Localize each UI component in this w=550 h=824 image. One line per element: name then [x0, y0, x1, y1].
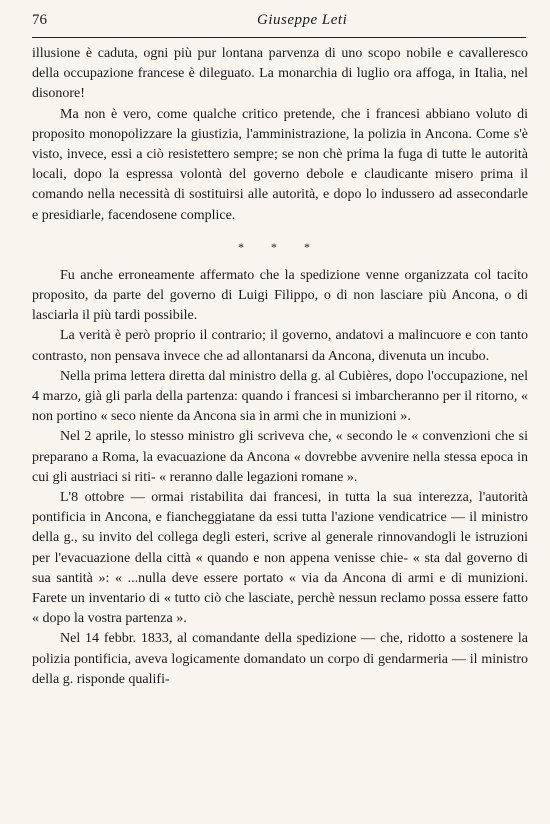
header-rule [32, 37, 526, 38]
page-number: 76 [32, 12, 47, 28]
paragraph: L'8 ottobre — ormai ristabilita dai francesi, in tutta la sua interezza, l'autorità pontificia in Ancona, e fiancheggiatane da essi tutta l'azione vendicatrice — il ministro della g., su invito del collega degli esteri, scrive al generale rinnovandogli le istruzioni per l'evacuazione della città « quando e non appena venisse chie- « sta dal governo di sua santità »: « ...nulla deve essere portato « via da Ancona di armi e di munizioni. Farete un inventario di « tutto ciò che lasciate, perchè nessun reclamo possa essere fatto « dopo la vostra partenza ». [32, 490, 528, 627]
page-header [32, 10, 526, 34]
paragraph: illusione è caduta, ogni più pur lontana parvenza di uno scopo nobile e cavalleresco della occupazione francese è dileguato. La monarchia di luglio ora affoga, in Italia, nel disonore! [32, 46, 528, 102]
paragraph: Nel 14 febbr. 1833, al comandante della spedizione — che, ridotto a sostenere la polizia pontificia, aveva logicamente domandato un corpo di gendarmeria — il ministro della g. risponde qualifi- [32, 631, 528, 687]
paragraph: Ma non è vero, come qualche critico pretende, che i francesi abbiano voluto di proposito monopolizzare la giustizia, l'amministrazione, la polizia in Ancona. Come s'è visto, invece, essi a ciò resistettero sempre; se non chè prima la fuga di tutte le autorità locali, dopo la espressa volontà del governo debole e claudicante misero prima il comando nella necessità di sostituirsi alle autorità, e dopo lo indussero ad assecondarle e presidiarle, facendosene complice. [32, 106, 528, 223]
paragraph: Nel 2 aprile, lo stesso ministro gli scriveva che, « secondo le « convenzioni che si preparano a Roma, la evacuazione da Ancona « dovrebbe avvenire nella stessa epoca in cui gli austriaci si riti- « reranno dalle legazioni romane ». [32, 429, 528, 485]
paragraph: Fu anche erroneamente affermato che la spedizione venne organizzata col tacito proposito, da parte del governo di Luigi Filippo, o di non lasciare più Ancona, o di lasciarla il più tardi possibile. [32, 267, 528, 324]
running-head: Giuseppe Leti [257, 12, 348, 28]
page-body [32, 44, 528, 690]
paragraph: Nella prima lettera diretta dal ministro della g. al Cubières, dopo l'occupazione, nel 4 marzo, già gli parla della partenza: quando i francesi si imbarcheranno per il ritorno, « non portino « seco niente da Ancona sia in armi che in munizioni ». [32, 368, 528, 425]
paragraph: La verità è però proprio il contrario; il governo, andatovi a malincuore e con tanto contrasto, non pensava invece che ad allontanarsi da Ancona, divenuta un incubo. [32, 328, 528, 364]
section-separator: * * * [238, 239, 322, 254]
